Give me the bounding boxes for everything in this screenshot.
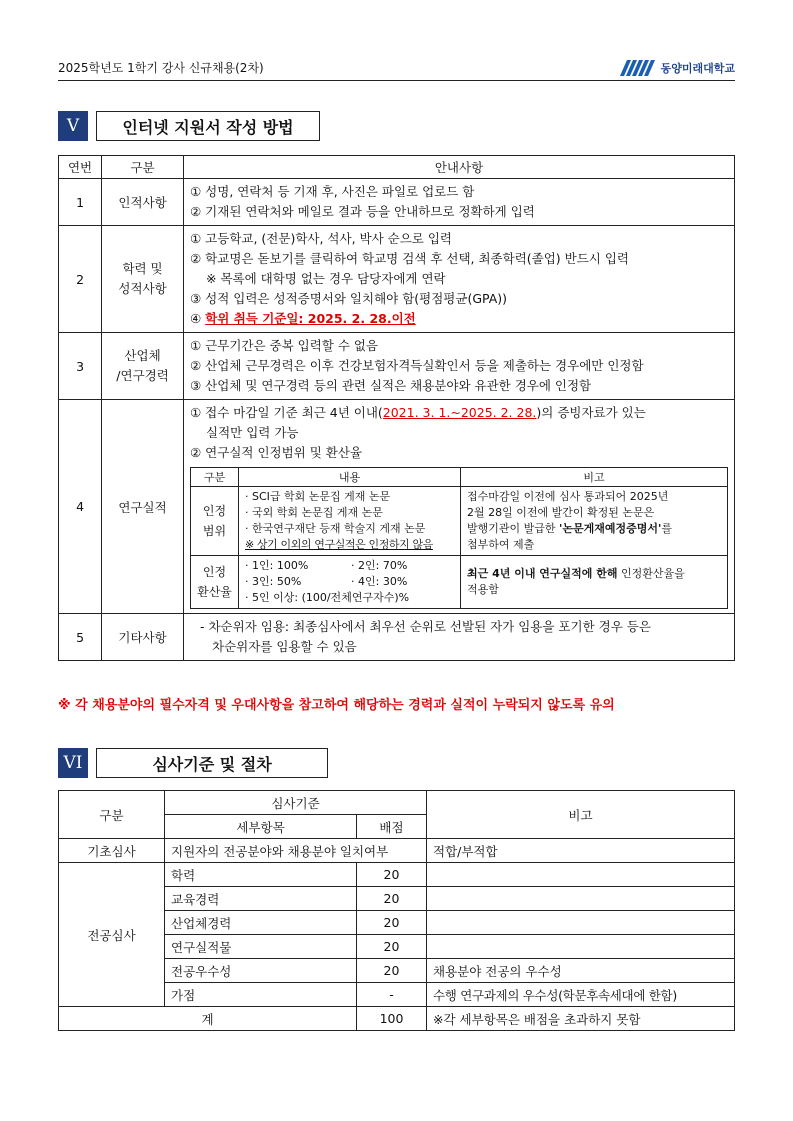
range-item: · SCI급 학회 논문집 게재 논문: [245, 490, 391, 503]
university-emblem-icon: [619, 58, 657, 78]
guide-line: [184, 403, 734, 423]
category-line: /연구경력: [116, 368, 169, 383]
rate-label-line: 환산율: [197, 585, 232, 599]
inner-row-rate: [191, 556, 728, 609]
row-item: 산업체경력: [165, 911, 357, 935]
page-header: [58, 56, 735, 81]
table-row: [59, 863, 735, 887]
basic-remark: 적합/부적합: [427, 839, 735, 863]
section6-title: 심사기준 및 절차: [96, 748, 328, 778]
table-row: [59, 839, 735, 863]
major-category: 전공심사: [59, 863, 165, 1007]
row-score: 20: [357, 911, 427, 935]
university-logo: [619, 58, 735, 78]
row-category: 기타사항: [102, 614, 184, 661]
row-score: 20: [357, 887, 427, 911]
row-remark: 채용분야 전공의 우수성: [427, 959, 735, 983]
row-remark: 수행 연구과제의 우수성(학문후속세대에 한함): [427, 983, 735, 1007]
range-item: · 국외 학회 논문집 게재 논문: [245, 506, 383, 519]
inner-row-range: [191, 487, 728, 556]
table-row: [59, 179, 735, 226]
guide-line: ② 기재된 연락처와 메일로 결과 등을 안내하므로 정확하게 입력: [190, 204, 535, 219]
inner-header-row: [191, 468, 728, 487]
remark-bold: 최근 4년 이내 연구실적에 한해: [467, 567, 618, 580]
row-guide: [184, 614, 735, 661]
rate-content: [239, 556, 461, 609]
rate-item: · 5인 이상: (100/전체연구자수)%: [245, 591, 410, 604]
range-content: [239, 487, 461, 556]
row-no: 2: [59, 226, 102, 333]
warning-note: ※ 각 채용분야의 필수자격 및 우대사항을 참고하여 해당하는 경력과 실적이 누락되지 않도록 유의: [58, 698, 615, 713]
row-no: 4: [59, 400, 102, 614]
section5-title: 인터넷 지원서 작성 방법: [96, 111, 320, 141]
application-guide-table: [58, 155, 735, 661]
guide-line: ② 연구실적 인정범위 및 환산율: [190, 445, 363, 460]
row-item: 교육경력: [165, 887, 357, 911]
header-no: 연번: [59, 156, 102, 179]
table-row: [59, 400, 735, 614]
rate-label: [191, 556, 239, 609]
remark-line: 접수마감일 이전에 심사 통과되어 2025년: [467, 490, 669, 503]
rate-item: · 1인: 100%: [245, 559, 309, 572]
guide-line: ② 산업체 근무경력은 이후 건강보험자격득실확인서 등을 제출하는 경우에만 인정함: [190, 358, 644, 373]
table-total-row: [59, 1007, 735, 1031]
guide-line: ③ 성적 입력은 성적증명서와 일치해야 함(평점평균(GPA)): [190, 291, 508, 306]
basic-item: 지원자의 전공분야와 채용분야 일치여부: [165, 839, 427, 863]
range-label: [191, 487, 239, 556]
remark-line: 2월 28일 이전에 발간이 확정된 논문은: [467, 506, 655, 519]
remark-line: 첨부하여 제출: [467, 538, 535, 551]
category-line: 성적사항: [118, 281, 167, 296]
research-period-text: 2021. 3. 1.~2025. 2. 28.: [382, 405, 537, 420]
guide-line: ① 성명, 연락처 등 기재 후, 사진은 파일로 업로드 함: [190, 184, 475, 199]
header-category: 구분: [59, 791, 165, 839]
row-category: 인적사항: [102, 179, 184, 226]
table-header-row: [59, 791, 735, 815]
section5-number: V: [58, 111, 88, 141]
header-score: 배점: [357, 815, 427, 839]
category-line: 산업체: [124, 348, 161, 363]
remark-text: 발행기관이 발급한: [467, 522, 560, 535]
remark-line: [461, 566, 727, 582]
certificate-name: '논문게재예정증명서': [559, 522, 662, 535]
header-category: 구분: [102, 156, 184, 179]
guide-line: 실적만 입력 가능: [206, 425, 299, 440]
research-credit-table: [190, 467, 728, 609]
inner-header: 내용: [239, 468, 461, 487]
guide-line: 차순위자를 임용할 수 있음: [212, 639, 357, 654]
remark-line: 적용함: [467, 583, 499, 596]
guide-line: ② 학교명은 돋보기를 클릭하여 학교명 검색 후 선택, 최종학력(졸업) 반드시 입력: [190, 251, 629, 266]
row-guide: [184, 226, 735, 333]
section6-number: VI: [58, 748, 88, 778]
table-header-row: [59, 156, 735, 179]
row-item: 학력: [165, 863, 357, 887]
total-score: 100: [357, 1007, 427, 1031]
total-remark: ※각 세부항목은 배점을 초과하지 못함: [427, 1007, 735, 1031]
row-remark: [427, 887, 735, 911]
logo-text: 동양미래대학교: [660, 62, 735, 75]
range-item: · 한국연구재단 등재 학술지 게재 논문: [245, 522, 426, 535]
remark-text: 인정환산율을: [617, 567, 685, 580]
rate-label-line: 인정: [202, 565, 227, 579]
range-note: ※ 상기 이외의 연구실적은 인정하지 않음: [245, 538, 433, 551]
guide-line: ① 근무기간은 중복 입력할 수 없음: [190, 338, 379, 353]
guide-line-prefix: ④: [190, 311, 206, 326]
table-row: [59, 614, 735, 661]
range-label-line: 범위: [202, 524, 227, 538]
row-category: [102, 226, 184, 333]
category-line: 학력 및: [122, 261, 163, 276]
rate-item: · 4인: 30%: [351, 575, 408, 588]
guide-line: - 차순위자 임용: 최종심사에서 최우선 순위로 선발된 자가 임용을 포기한 경우 등은: [200, 619, 651, 634]
row-category: 연구실적: [102, 400, 184, 614]
row-category: [102, 333, 184, 400]
guide-line: ① 고등학교, (전문)학사, 석사, 박사 순으로 입력: [190, 231, 452, 246]
row-guide: [184, 333, 735, 400]
row-remark: [427, 911, 735, 935]
header-guide: 안내사항: [184, 156, 735, 179]
header-criteria: 심사기준: [165, 791, 427, 815]
range-label-line: 인정: [202, 504, 227, 518]
guide-line: [184, 309, 734, 329]
section5-heading: [58, 111, 320, 141]
table-row: [59, 333, 735, 400]
remark-line: [461, 521, 727, 537]
row-no: 3: [59, 333, 102, 400]
inner-header: 구분: [191, 468, 239, 487]
rate-remark: [461, 556, 728, 609]
header-item: 세부항목: [165, 815, 357, 839]
degree-deadline-text: 학위 취득 기준일: 2025. 2. 28.이전: [205, 311, 416, 326]
evaluation-criteria-table: [58, 790, 735, 1031]
basic-category: 기초심사: [59, 839, 165, 863]
row-score: 20: [357, 959, 427, 983]
section6-heading: [58, 748, 328, 778]
header-remark: 비고: [427, 791, 735, 839]
row-guide: [184, 400, 735, 614]
row-no: 5: [59, 614, 102, 661]
total-label: 계: [59, 1007, 357, 1031]
guide-line: ※ 목록에 대학명 없는 경우 담당자에게 연락: [206, 271, 446, 286]
row-item: 가점: [165, 983, 357, 1007]
guide-text: ① 접수 마감일 기준 최근 4년 이내(: [190, 405, 383, 420]
rate-item: · 2인: 70%: [351, 559, 408, 572]
row-score: 20: [357, 863, 427, 887]
document-title: 2025학년도 1학기 강사 신규채용(2차): [58, 61, 264, 75]
row-score: 20: [357, 935, 427, 959]
guide-line: ③ 산업체 및 연구경력 등의 관련 실적은 채용분야와 유관한 경우에 인정함: [190, 378, 592, 393]
row-item: 전공우수성: [165, 959, 357, 983]
remark-text: 를: [661, 522, 673, 535]
row-remark: [427, 935, 735, 959]
guide-text: )의 증빙자료가 있는: [536, 405, 646, 420]
table-row: [59, 226, 735, 333]
row-score: -: [357, 983, 427, 1007]
range-remark: [461, 487, 728, 556]
row-guide: [184, 179, 735, 226]
inner-header: 비고: [461, 468, 728, 487]
rate-item: · 3인: 50%: [245, 575, 302, 588]
row-item: 연구실적물: [165, 935, 357, 959]
row-no: 1: [59, 179, 102, 226]
row-remark: [427, 863, 735, 887]
